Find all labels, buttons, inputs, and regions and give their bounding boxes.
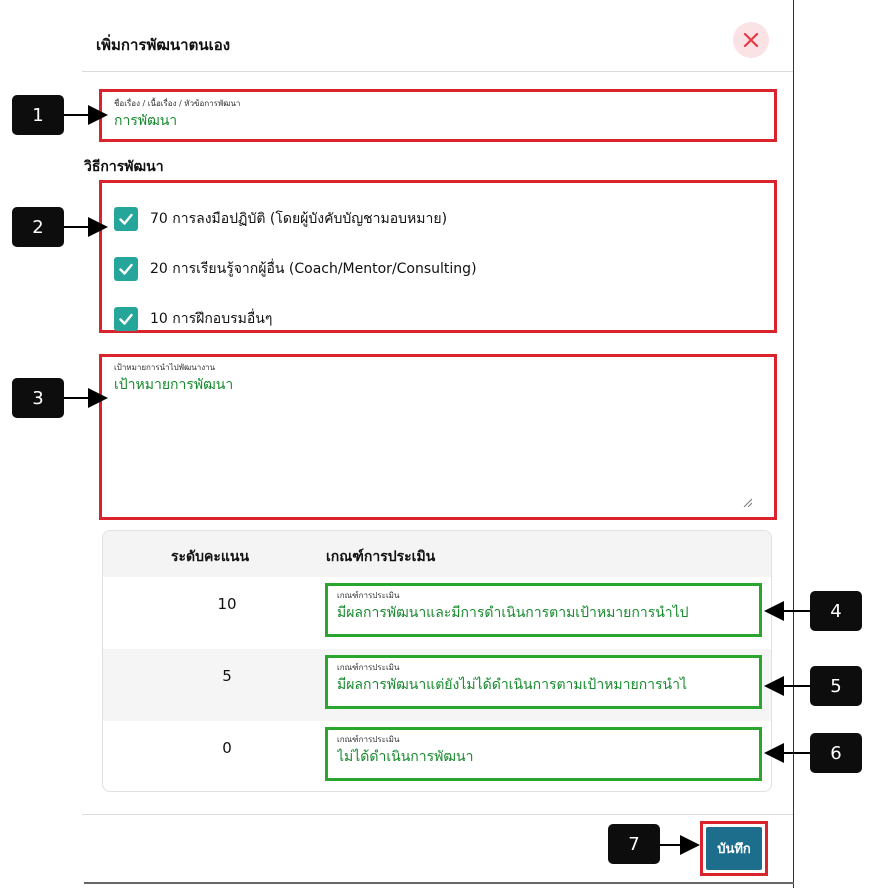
callout-5: 5 (810, 666, 862, 706)
dialog-title: เพิ่มการพัฒนาตนเอง (96, 36, 231, 54)
topic-field-label: ชื่อเรื่อง / เนื้อเรื่อง / หัวข้อการพัฒนา (114, 99, 241, 108)
method-option-label: 10 การฝึกอบรมอื่นๆ (150, 311, 273, 327)
criteria-input-label: เกณฑ์การประเมิน (337, 591, 400, 600)
callout-4: 4 (810, 591, 862, 631)
callout-1: 1 (12, 95, 64, 135)
method-option-label: 70 การลงมือปฏิบัติ (โดยผู้บังคับบัญชามอบหมาย) (150, 211, 448, 227)
callout-7: 7 (608, 824, 660, 864)
criteria-input-label: เกณฑ์การประเมิน (337, 663, 400, 672)
goal-field-value[interactable]: เป้าหมายการพัฒนา (114, 377, 234, 393)
criteria-input-value[interactable]: ไม่ได้ดำเนินการพัฒนา (337, 749, 474, 765)
methods-label: วิธีการพัฒนา (84, 159, 164, 175)
criteria-input-label: เกณฑ์การประเมิน (337, 735, 400, 744)
save-button[interactable]: บันทึก (706, 827, 762, 870)
method-option-label: 20 การเรียนรู้จากผู้อื่น (Coach/Mentor/Consulting) (150, 261, 477, 277)
goal-field-label: เป้าหมายการนำไปพัฒนางาน (114, 363, 216, 372)
score-value: 10 (217, 595, 237, 613)
score-value: 5 (222, 667, 232, 685)
callout-6: 6 (810, 733, 862, 773)
criteria-column-header: เกณฑ์การประเมิน (326, 549, 436, 565)
criteria-input-value[interactable]: มีผลการพัฒนาและมีการดำเนินการตามเป้าหมายการนำไป (337, 605, 689, 621)
topic-field-value[interactable]: การพัฒนา (114, 113, 178, 129)
callout-2: 2 (12, 207, 64, 247)
score-column-header: ระดับคะแนน (171, 549, 250, 565)
score-value: 0 (222, 739, 232, 757)
callout-3: 3 (12, 378, 64, 418)
criteria-input-value[interactable]: มีผลการพัฒนาแต่ยังไม่ได้ดำเนินการตามเป้าหมายการนำไ (337, 677, 688, 693)
